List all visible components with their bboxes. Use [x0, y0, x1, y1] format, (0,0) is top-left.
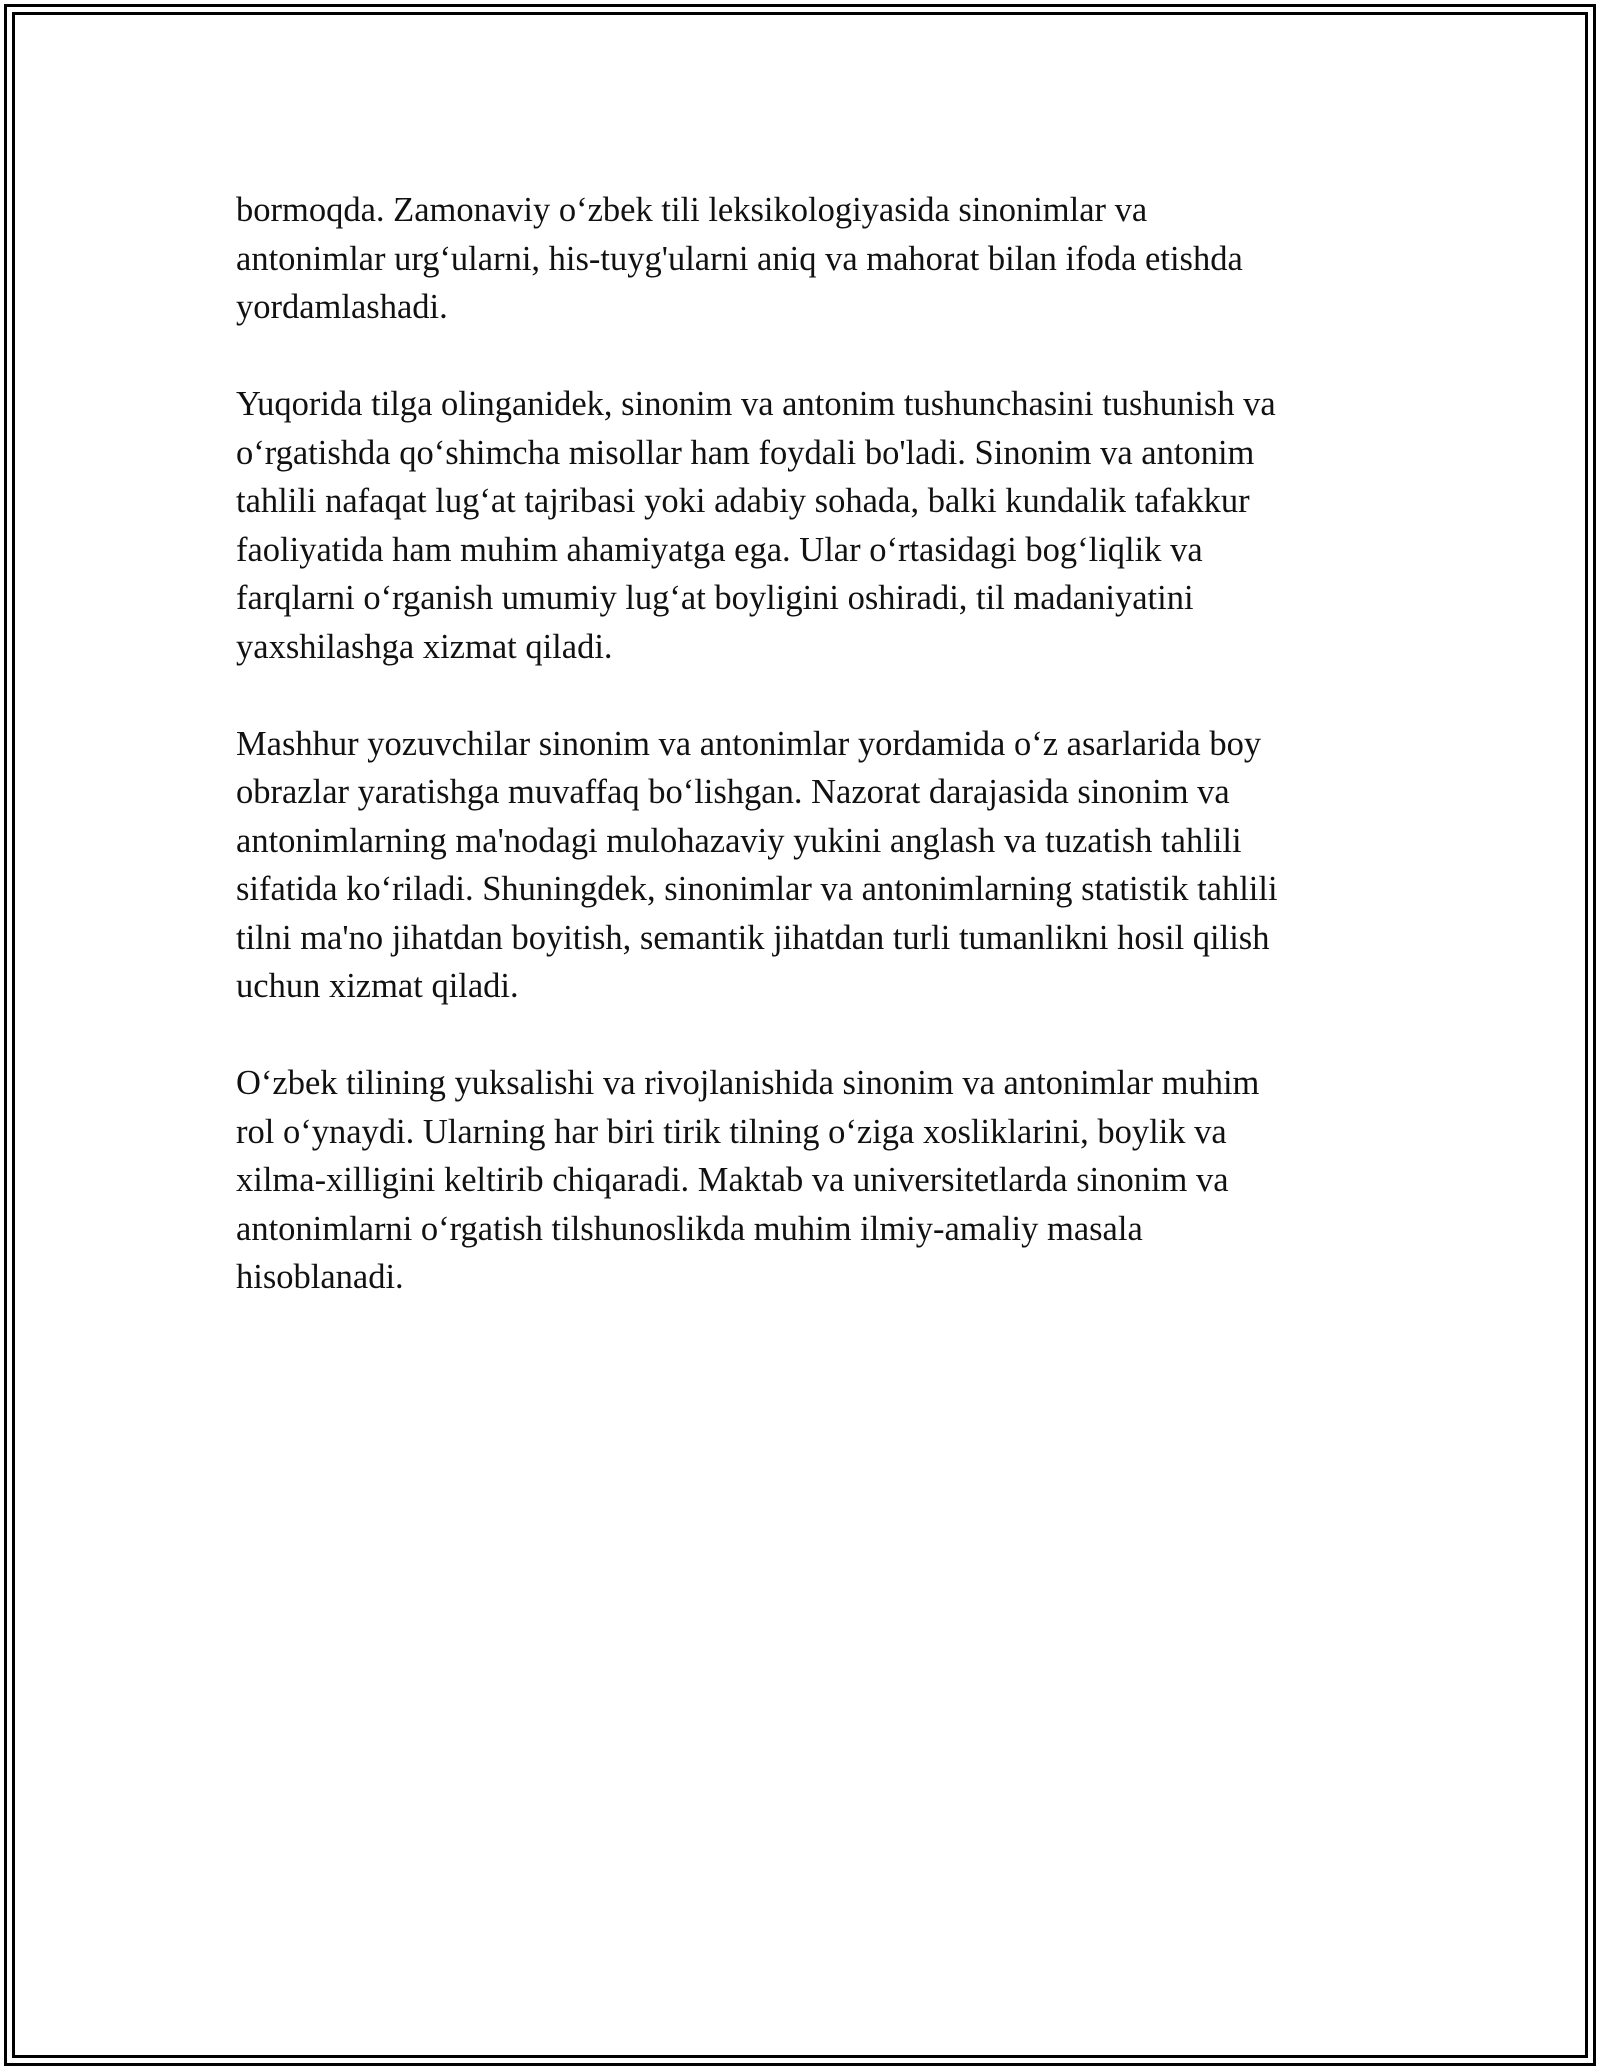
paragraph-2 — [236, 380, 1356, 671]
paragraph-line: Yuqorida tilga olinganidek, sinonim va antonim tushunchasini tushunish va — [236, 385, 1276, 423]
paragraph-line: farqlarni o‘rganish umumiy lug‘at boyligini oshiradi, til madaniyatini — [236, 579, 1194, 617]
paragraph-line: obrazlar yaratishga muvaffaq bo‘lishgan. Nazorat darajasida sinonim va — [236, 773, 1230, 811]
document-body — [236, 186, 1356, 1350]
paragraph-line: bormoqda. Zamonaviy o‘zbek tili leksikologiyasida sinonimlar va — [236, 191, 1148, 229]
paragraph-line: hisoblanadi. — [236, 1258, 404, 1296]
paragraph-line: xilma-xilligini keltirib chiqaradi. Maktab va universitetlarda sinonim va — [236, 1161, 1229, 1199]
paragraph-line: tilni ma'no jihatdan boyitish, semantik jihatdan turli tumanlikni hosil qilish — [236, 918, 1270, 957]
paragraph-1 — [236, 186, 1356, 332]
paragraph-line: antonimlarni o‘rgatish tilshunoslikda muhim ilmiy-amaliy masala — [236, 1209, 1143, 1248]
paragraph-line: faoliyatida ham muhim ahamiyatga ega. Ular o‘rtasidagi bog‘liqlik va — [236, 530, 1203, 569]
paragraph-line: yaxshilashga xizmat qiladi. — [236, 627, 613, 666]
paragraph-line: uchun xizmat qiladi. — [236, 967, 519, 1005]
paragraph-line: yordamlashadi. — [236, 288, 448, 326]
paragraph-line: rol o‘ynaydi. Ularning har biri tirik tilning o‘ziga xosliklarini, boylik va — [236, 1112, 1227, 1151]
paragraph-line: tahlili nafaqat lug‘at tajribasi yoki adabiy sohada, balki kundalik tafakkur — [236, 482, 1250, 520]
paragraph-line: antonimlar urg‘ularni, his-tuyg'ularni aniq va mahorat bilan ifoda etishda — [236, 239, 1243, 278]
paragraph-line: O‘zbek tilining yuksalishi va rivojlanishida sinonim va antonimlar muhim — [236, 1064, 1260, 1102]
paragraph-line: sifatida ko‘riladi. Shuningdek, sinonimlar va antonimlarning statistik tahlili — [236, 870, 1278, 908]
paragraph-3 — [236, 720, 1356, 1011]
paragraph-line: Mashhur yozuvchilar sinonim va antonimlar yordamida o‘z asarlarida boy — [236, 724, 1262, 763]
paragraph-line: antonimlarning ma'nodagi mulohazaviy yukini anglash va tuzatish tahlili — [236, 821, 1242, 860]
paragraph-line: o‘rgatishda qo‘shimcha misollar ham foydali bo'ladi. Sinonim va antonim — [236, 433, 1255, 472]
paragraph-4 — [236, 1059, 1356, 1302]
